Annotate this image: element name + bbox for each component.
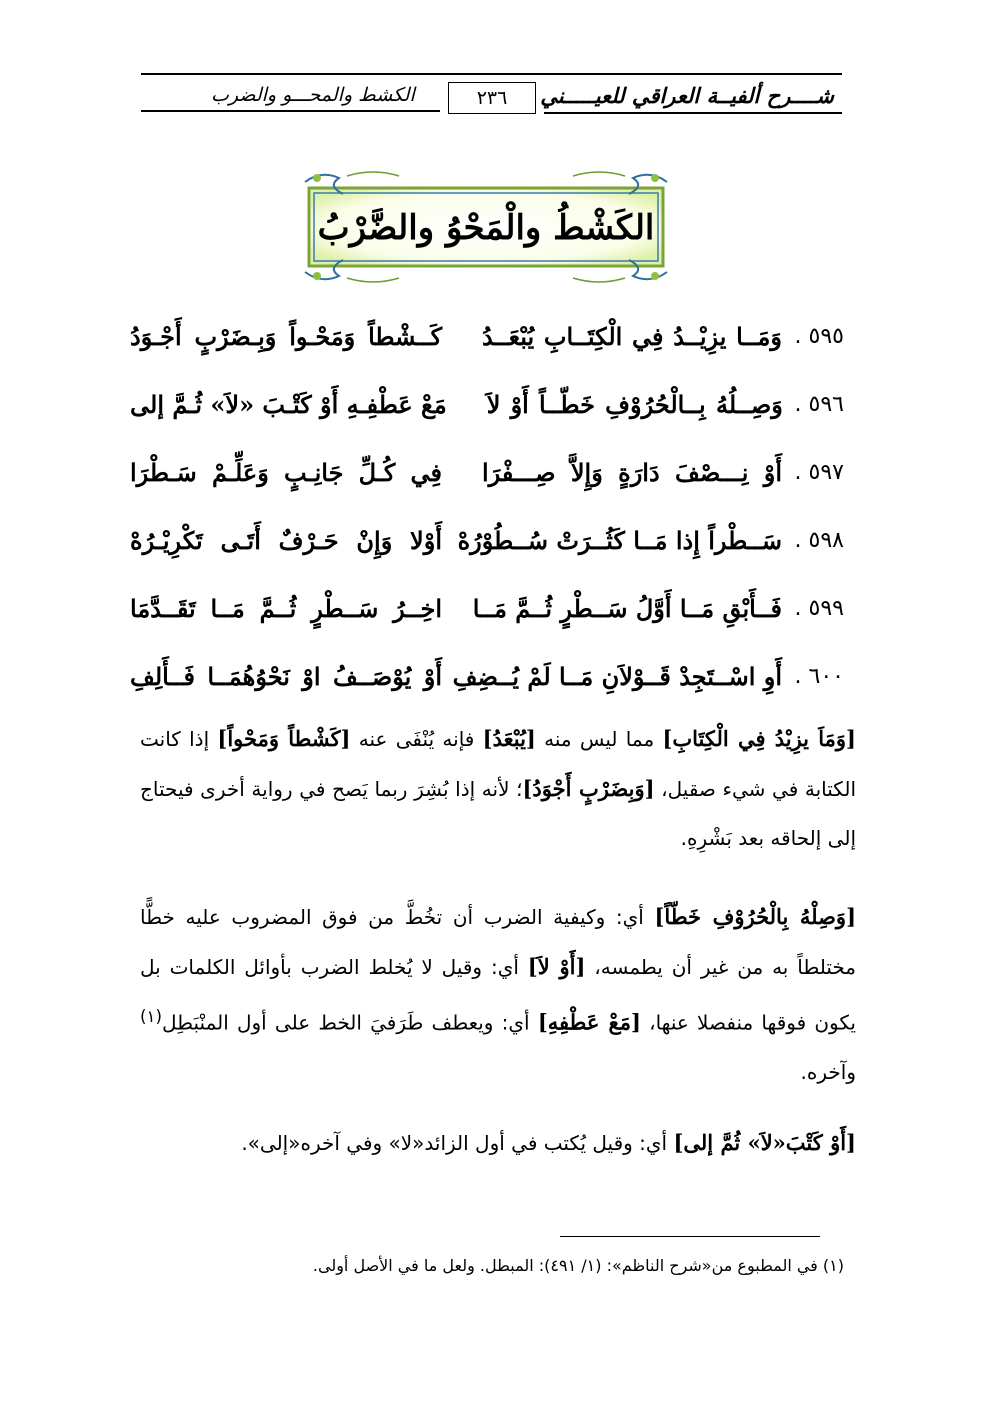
verse-number: ٥٩٨ . bbox=[794, 527, 844, 553]
quoted-verse-phrase: [أَوْ كَتْبَ«لاَ» ثُمَّ إلى] bbox=[673, 1130, 856, 1155]
verse-number: ٦٠٠ . bbox=[794, 663, 844, 689]
verse-second-hemistich: أَوْلا وَإِنْ حَـرْفٌ أَتَـى تَكْرِيْـرُهْ bbox=[130, 525, 442, 555]
verse-first-hemistich: وَصِــلُهُ بِــالْحُرُوْفِ خَطّــاً أَوْ لاَ bbox=[486, 389, 783, 419]
verse-row bbox=[130, 642, 844, 710]
verse-row bbox=[130, 302, 844, 370]
chapter-title: الكشط والمحـــو والضرب bbox=[141, 84, 440, 112]
footnote-separator bbox=[560, 1236, 820, 1237]
quoted-verse-phrase: [يُبْعَدُ] bbox=[482, 726, 536, 751]
verse-first-hemistich: أَوْ نِـــصْفَ دَارَةٍ وَإِلاَّ صِـــفْرَا bbox=[482, 457, 782, 487]
quoted-verse-phrase: [أَوْ لاَ] bbox=[527, 954, 586, 979]
verse-second-hemistich: فِي كُـلِّ جَانِـبٍ وَعَلِّـمْ سَـطْرَا bbox=[130, 457, 442, 487]
chapter-heading: الكَشْطُ والْمَحْوُ والضَّرْبُ bbox=[317, 208, 655, 248]
footnote-marker[interactable]: (١) bbox=[140, 1007, 162, 1026]
verse-row bbox=[130, 506, 844, 574]
verse-number: ٥٩٩ . bbox=[794, 595, 844, 621]
commentary-text: إذا كانت الكتابة في شيء صقيل، bbox=[140, 727, 857, 801]
verse-row bbox=[130, 438, 844, 506]
commentary-paragraph bbox=[140, 714, 856, 863]
commentary-paragraph bbox=[140, 892, 856, 1097]
commentary-text: مما ليس منه bbox=[535, 727, 663, 751]
commentary-text: فإنه يُنْفَى عنه bbox=[350, 727, 483, 751]
verse-number: ٥٩٦ . bbox=[794, 391, 844, 417]
verse-list bbox=[130, 302, 844, 710]
quoted-verse-phrase: [وَبِضَرْبٍ أَجْوَدُ] bbox=[522, 776, 655, 801]
verse-first-hemistich: سَــطْراً إِذا مَــا كَثُــرَتْ سُــطُوْرُهْ bbox=[457, 525, 782, 555]
footnote: (١) في المطبوع من«شرح الناظم»: (١/ ٤٩١): المبطل. ولعل ما في الأصل أولى. bbox=[312, 1256, 844, 1275]
quoted-verse-phrase: [كَشْطاً وَمَحْواً] bbox=[217, 726, 351, 751]
commentary-text: وآخره. bbox=[800, 1059, 856, 1084]
page-number: ٢٣٦ bbox=[448, 82, 536, 114]
header-top-rule bbox=[141, 73, 842, 75]
verse-second-hemistich: مَعْ عَطْفِـهِ أَوْ كَتْـبَ «لاَ» ثُـمَّ إلى bbox=[130, 389, 447, 419]
running-header bbox=[141, 76, 842, 120]
commentary-text: أي: وقيل يُكتب في أول الزائد«لا» وفي آخره«إلى». bbox=[241, 1131, 674, 1155]
commentary-text: أي: وكيفية الضرب أن تخُطَّ من فوق المضروب عليه خطًّا مختلطاً به من غير أن يطمسه، bbox=[140, 905, 857, 979]
verse-first-hemistich: فَــأَبْقِ مَــا أَوَّلُ سَــطْرٍ ثُــمَّ مَــا bbox=[472, 593, 782, 623]
verse-row bbox=[130, 574, 844, 642]
commentary-text: أي: وقيل لا يُخلط الضرب بأوائل الكلمات بل يكون فوقها منفصلا عنها، bbox=[140, 955, 856, 1035]
commentary-text: أي: ويعطف طَرَفيَ الخط على أول المنْبَطِل bbox=[161, 1010, 538, 1035]
verse-number: ٥٩٥ . bbox=[794, 323, 844, 349]
verse-first-hemistich: أَوِ اسْــتَجِدْ قَــوْلاَنِ مَــا لَمْ يُــضِفِ bbox=[452, 661, 782, 691]
verse-second-hemistich: أَوْ يُوْصَــفُ اوْ نَحْوُهُمَــا فَــأَلِفِ bbox=[130, 661, 442, 691]
verse-second-hemistich: اخِــرُ سَــطْرٍ ثُــمَّ مَــا تَقَــدَّمَا bbox=[130, 593, 442, 623]
book-title: شــــرح ألفيــة العراقي للعيـــــني bbox=[544, 83, 842, 114]
title-ornament-frame bbox=[303, 168, 669, 286]
verse-row bbox=[130, 370, 844, 438]
quoted-verse-phrase: [مَعْ عَطْفِهِ] bbox=[537, 1009, 641, 1035]
verse-number: ٥٩٧ . bbox=[794, 459, 844, 485]
verse-first-hemistich: وَمَــا يزِيْــدُ فِي الْكِتَــابِ يُبْعَــدُ bbox=[482, 321, 782, 351]
commentary-paragraph bbox=[140, 1118, 856, 1168]
quoted-verse-phrase: [وَمَاَ يزِيْدُ فِي الْكِتَابِ] bbox=[662, 726, 856, 751]
verse-second-hemistich: كَــشْطاً وَمَحْـواً وَبِـضَرْبٍ أَجْـوَدُ bbox=[130, 321, 442, 351]
quoted-verse-phrase: [وَصِلْهُ بِالْحُرُوْفِ خَطّاً] bbox=[654, 904, 857, 929]
commentary-text: ؛ لأنه إذا بُشِرَ ربما يَصح في رواية أخرى فيحتاج إلى إلحاقه بعد بَشْرِهِ. bbox=[140, 777, 856, 850]
